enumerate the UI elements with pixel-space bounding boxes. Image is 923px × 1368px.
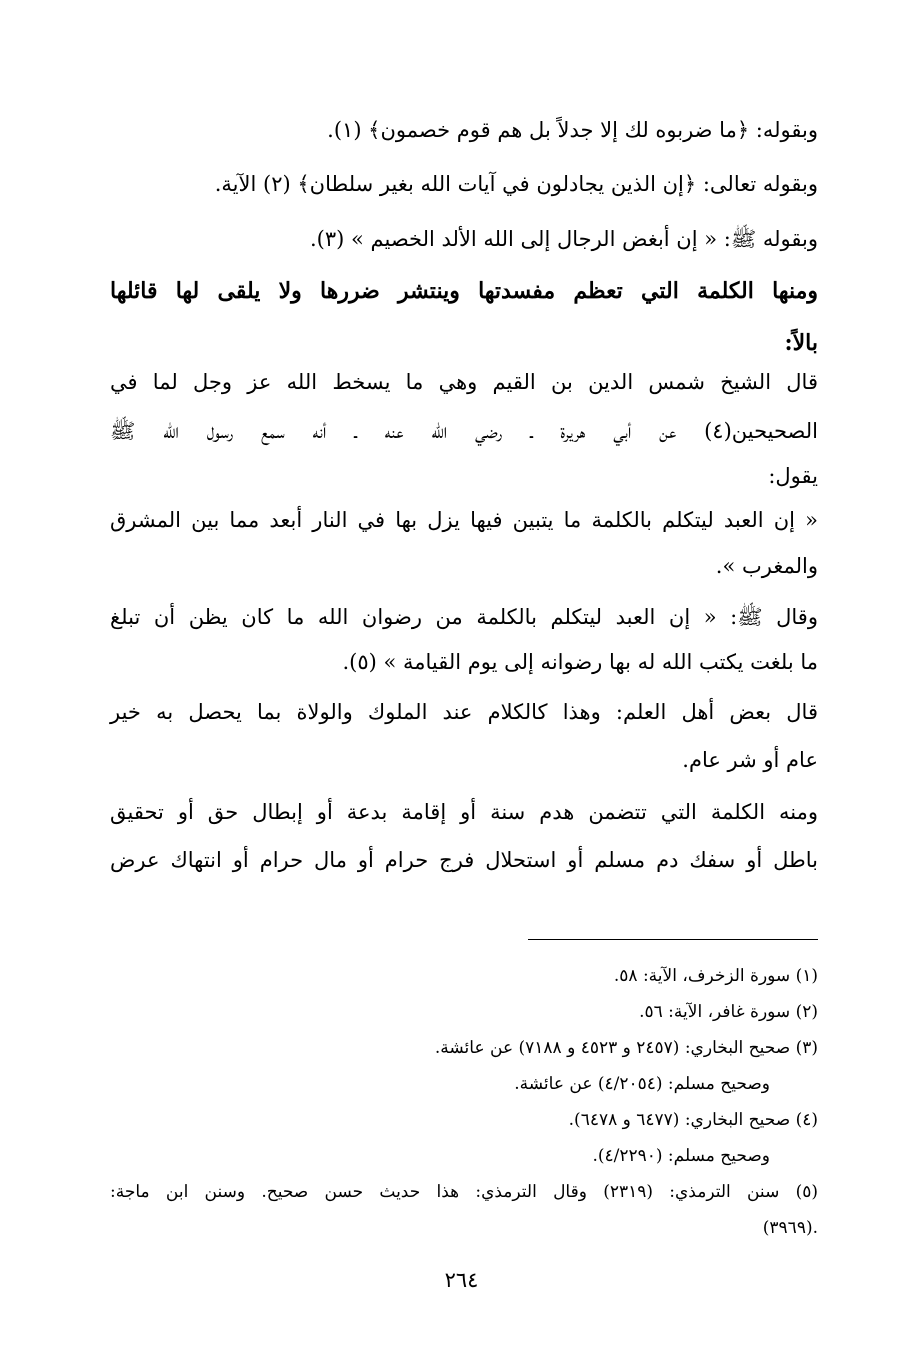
footnote-divider	[528, 939, 818, 940]
paragraph-5-line-2: باطل أو سفك دم مسلم أو استحلال فرج حرام أو مال حرام أو انتهاك عرض	[110, 848, 818, 872]
footnote-3-continuation: وصحيح مسلم: (٤/٢٠٥٤) عن عائشة.	[514, 1074, 770, 1094]
footnote-4: (٤) صحيح البخاري: (٦٤٧٧ و ٦٤٧٨).	[568, 1110, 818, 1130]
footnote-3: (٣) صحيح البخاري: (٢٤٥٧ و ٤٥٢٣ و ٧١٨٨) عن عائشة.	[434, 1038, 818, 1058]
page-number: ٢٦٤	[444, 1268, 479, 1292]
paragraph-3-line-2: ما بلغت يكتب الله له بها رضوانه إلى يوم القيامة » (٥).	[342, 650, 818, 674]
paragraph-2-line-2: والمغرب ».	[715, 554, 818, 578]
footnote-2: (٢) سورة غافر، الآية: ٥٦.	[639, 1002, 818, 1022]
paragraph-5-line-1: ومنه الكلمة التي تتضمن هدم سنة أو إقامة بدعة أو إبطال حق أو تحقيق	[110, 800, 818, 824]
body-line-3: وبقوله ﷺ: « إن أبغض الرجال إلى الله الألد الخصيم » (٣).	[309, 227, 818, 251]
paragraph-4-line-1: قال بعض أهل العلم: وهذا كالكلام عند الملوك والولاة بما يحصل به خير	[110, 700, 818, 724]
paragraph-1-line-3: يقول:	[768, 464, 818, 488]
body-line-1: وبقوله: ﴿ما ضربوه لك إلا جدلاً بل هم قوم خصمون﴾ (١).	[327, 118, 818, 142]
footnote-1: (١) سورة الزخرف، الآية: ٥٨.	[613, 966, 818, 986]
section-heading-line-1: ومنها الكلمة التي تعظم مفسدتها وينتشر ضررها ولا يلقى لها قائلها	[110, 278, 818, 304]
paragraph-1-line-1: قال الشيخ شمس الدين بن القيم وهي ما يسخط الله عز وجل لما في	[110, 370, 818, 394]
paragraph-2-line-1: « إن العبد ليتكلم بالكلمة ما يتبين فيها يزل بها في النار أبعد مما بين المشرق	[110, 508, 818, 532]
footnote-4-continuation: وصحيح مسلم: (٤/٢٢٩٠).	[592, 1146, 770, 1166]
footnote-5: (٥) سنن الترمذي: (٢٣١٩) وقال الترمذي: هذا حديث حسن صحيح. وسنن ابن ماجة:	[110, 1182, 818, 1202]
section-heading-line-2: بالاً:	[784, 330, 818, 356]
paragraph-4-line-2: عام أو شر عام.	[682, 748, 818, 772]
paragraph-1-line-2: الصحيحين(٤) عن أبي هريرة ـ رضي الله عنه ـ أنه سمع رسول الله ﷺ	[110, 419, 818, 443]
footnote-5-continuation: (٣٩٦٩).	[762, 1218, 818, 1238]
paragraph-3-line-1: وقال ﷺ: « إن العبد ليتكلم بالكلمة من رضوان الله ما كان يظن أن تبلغ	[110, 605, 818, 629]
body-line-2: وبقوله تعالى: ﴿إن الذين يجادلون في آيات الله بغير سلطان﴾ (٢) الآية.	[214, 172, 818, 196]
